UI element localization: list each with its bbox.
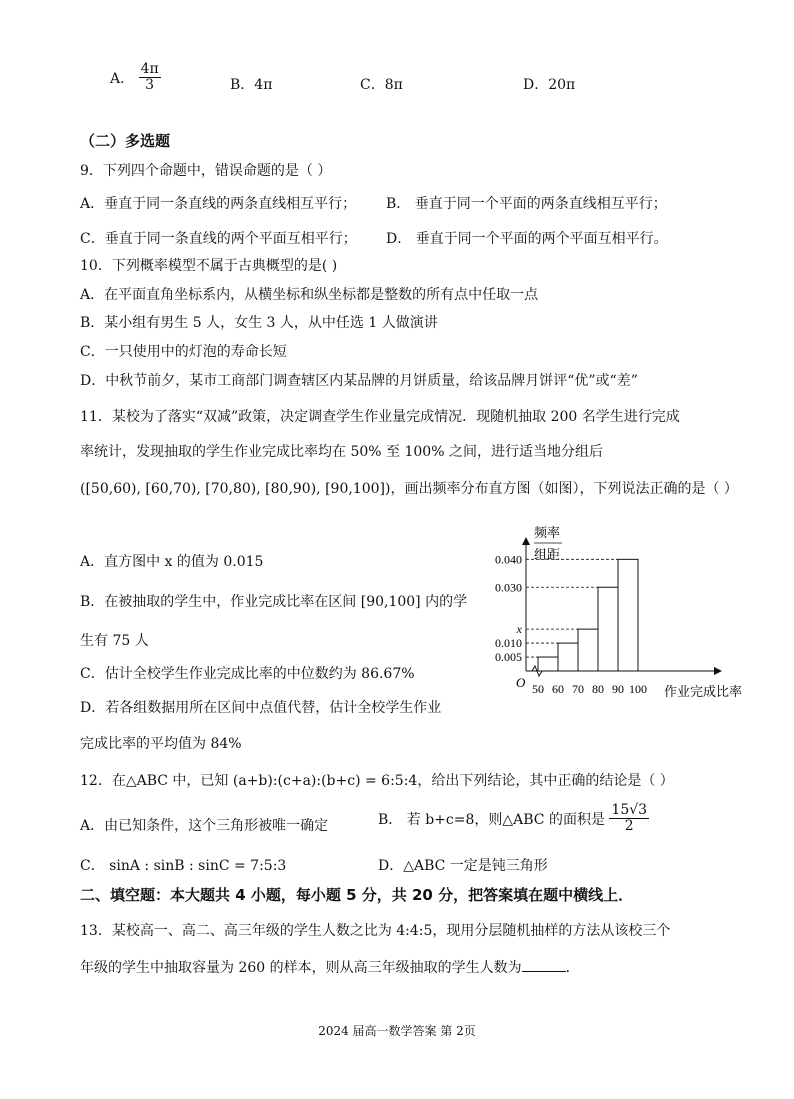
q9-option-b: B． 垂直于同一个平面的两条直线相互平行； [386, 196, 667, 212]
x-axis-label: 作业完成比率 [664, 684, 743, 699]
y-tick-label: 0.030 [495, 580, 522, 595]
histogram-bar [598, 587, 618, 671]
section-heading-fill-blank: 二、填空题：本大题共 4 小题，每小题 5 分，共 20 分，把答案填在题中横线上． [80, 886, 634, 904]
frequency-histogram [480, 525, 760, 705]
answer-blank [522, 959, 566, 972]
q12-option-b [378, 803, 649, 835]
x-tick-label: 90 [612, 682, 624, 696]
y-label-top: 频率 [534, 525, 561, 540]
q8-option-a-label: A． [110, 70, 135, 87]
q12-option-a: A．由已知条件，这个三角形被唯一确定 [80, 818, 329, 834]
q12-option-b-fraction [609, 803, 649, 835]
q13-stem-line2 [80, 957, 580, 977]
q8-option-c: C．8π [360, 77, 403, 93]
q11-option-b-line1: B．在被抽取的学生中，作业完成比率在区间 [90,100] 内的学 [80, 594, 468, 610]
q12-stem: 12．在△ABC 中，已知 (a+b):(c+a):(b+c) = 6:5:4，给出下列结论，其中正确的结论是（ ） [80, 773, 674, 789]
origin-label: O [516, 675, 526, 690]
fraction-denominator: 2 [624, 818, 634, 835]
q10-option-c: C．一只使用中的灯泡的寿命长短 [80, 344, 287, 360]
section-heading-multi-choice: （二）多选题 [80, 132, 171, 150]
histogram-bar [618, 559, 638, 671]
fraction-numerator: 4π [140, 61, 159, 77]
q12-option-d: D．△ABC 一定是钝三角形 [378, 858, 548, 874]
histogram-bar [558, 643, 578, 671]
q8-option-a-fraction [139, 62, 161, 94]
x-tick-label: 70 [572, 682, 584, 696]
q11-stem-line2: 率统计，发现抽取的学生作业完成比率均在 50% 至 100% 之间，进行适当地分组后 [80, 444, 603, 460]
q8-option-b: B．4π [230, 77, 273, 93]
q9-stem: 9．下列四个命题中，错误命题的是（ ） [80, 163, 332, 179]
q11-option-b-line2: 生有 75 人 [80, 633, 149, 649]
histogram-bar [538, 657, 558, 671]
q10-stem: 10．下列概率模型不属于古典概型的是( ) [80, 258, 338, 274]
q11-option-a: A．直方图中 x 的值为 0.015 [80, 554, 264, 570]
q11-option-c: C．估计全校学生作业完成比率的中位数约为 86.67% [80, 666, 415, 682]
q12-option-c: C． sinA : sinB : sinC = 7:5:3 [80, 858, 287, 874]
q11-stem-line1: 11．某校为了落实“双减”政策，决定调查学生作业量完成情况．现随机抽取 200 名学生进行完成 [80, 409, 680, 425]
y-label-bottom: 组距 [534, 547, 561, 562]
page-footer: 2024 届高一数学答案 第 2页 [318, 1024, 476, 1038]
x-tick-label: 50 [532, 682, 544, 696]
y-tick-label: 0.005 [495, 650, 522, 665]
x-tick-label: 100 [629, 682, 647, 696]
y-tick-label: 0.010 [495, 636, 522, 651]
y-tick-label: x [516, 622, 522, 637]
fraction-numerator: 15√3 [611, 802, 648, 818]
q13-stem-line1: 13．某校高一、高二、高三年级的学生人数之比为 4:4:5，现用分层随机抽样的方法从该校三个 [80, 923, 671, 939]
x-tick-label: 80 [592, 682, 604, 696]
q10-option-a: A．在平面直角坐标系内，从横坐标和纵坐标都是整数的所有点中任取一点 [80, 287, 539, 303]
q10-option-b: B．某小组有男生 5 人，女生 3 人，从中任选 1 人做演讲 [80, 315, 438, 331]
q13-stem-line2-end: ． [565, 960, 580, 976]
q11-option-d-line2: 完成比率的平均值为 84% [80, 736, 242, 752]
fraction-denominator: 3 [145, 77, 155, 94]
q9-option-c: C．垂直于同一条直线的两个平面互相平行； [80, 231, 357, 247]
q11-option-d-line1: D．若各组数据用所在区间中点值代替，估计全校学生作业 [80, 700, 442, 716]
y-tick-label: 0.040 [495, 552, 522, 567]
q9-option-d: D． 垂直于同一个平面的两个平面互相平行。 [386, 231, 668, 247]
x-tick-label: 60 [552, 682, 564, 696]
q11-stem-line3: ([50,60), [60,70), [70,80), [80,90), [90,100])，画出频率分布直方图（如图），下列说法正确的是（ ） [80, 481, 738, 497]
q13-stem-line2-text: 年级的学生中抽取容量为 260 的样本，则从高三年级抽取的学生人数为 [80, 960, 522, 976]
q12-option-b-text: B． 若 b+c=8，则△ABC 的面积是 [378, 811, 605, 828]
q10-option-d: D．中秋节前夕，某市工商部门调查辖区内某品牌的月饼质量，给该品牌月饼评“优”或“差” [80, 373, 638, 389]
q9-option-a: A．垂直于同一条直线的两条直线相互平行； [80, 196, 357, 212]
q8-option-a [110, 62, 161, 94]
histogram-bar [578, 629, 598, 671]
q8-option-d: D．20π [523, 77, 576, 93]
